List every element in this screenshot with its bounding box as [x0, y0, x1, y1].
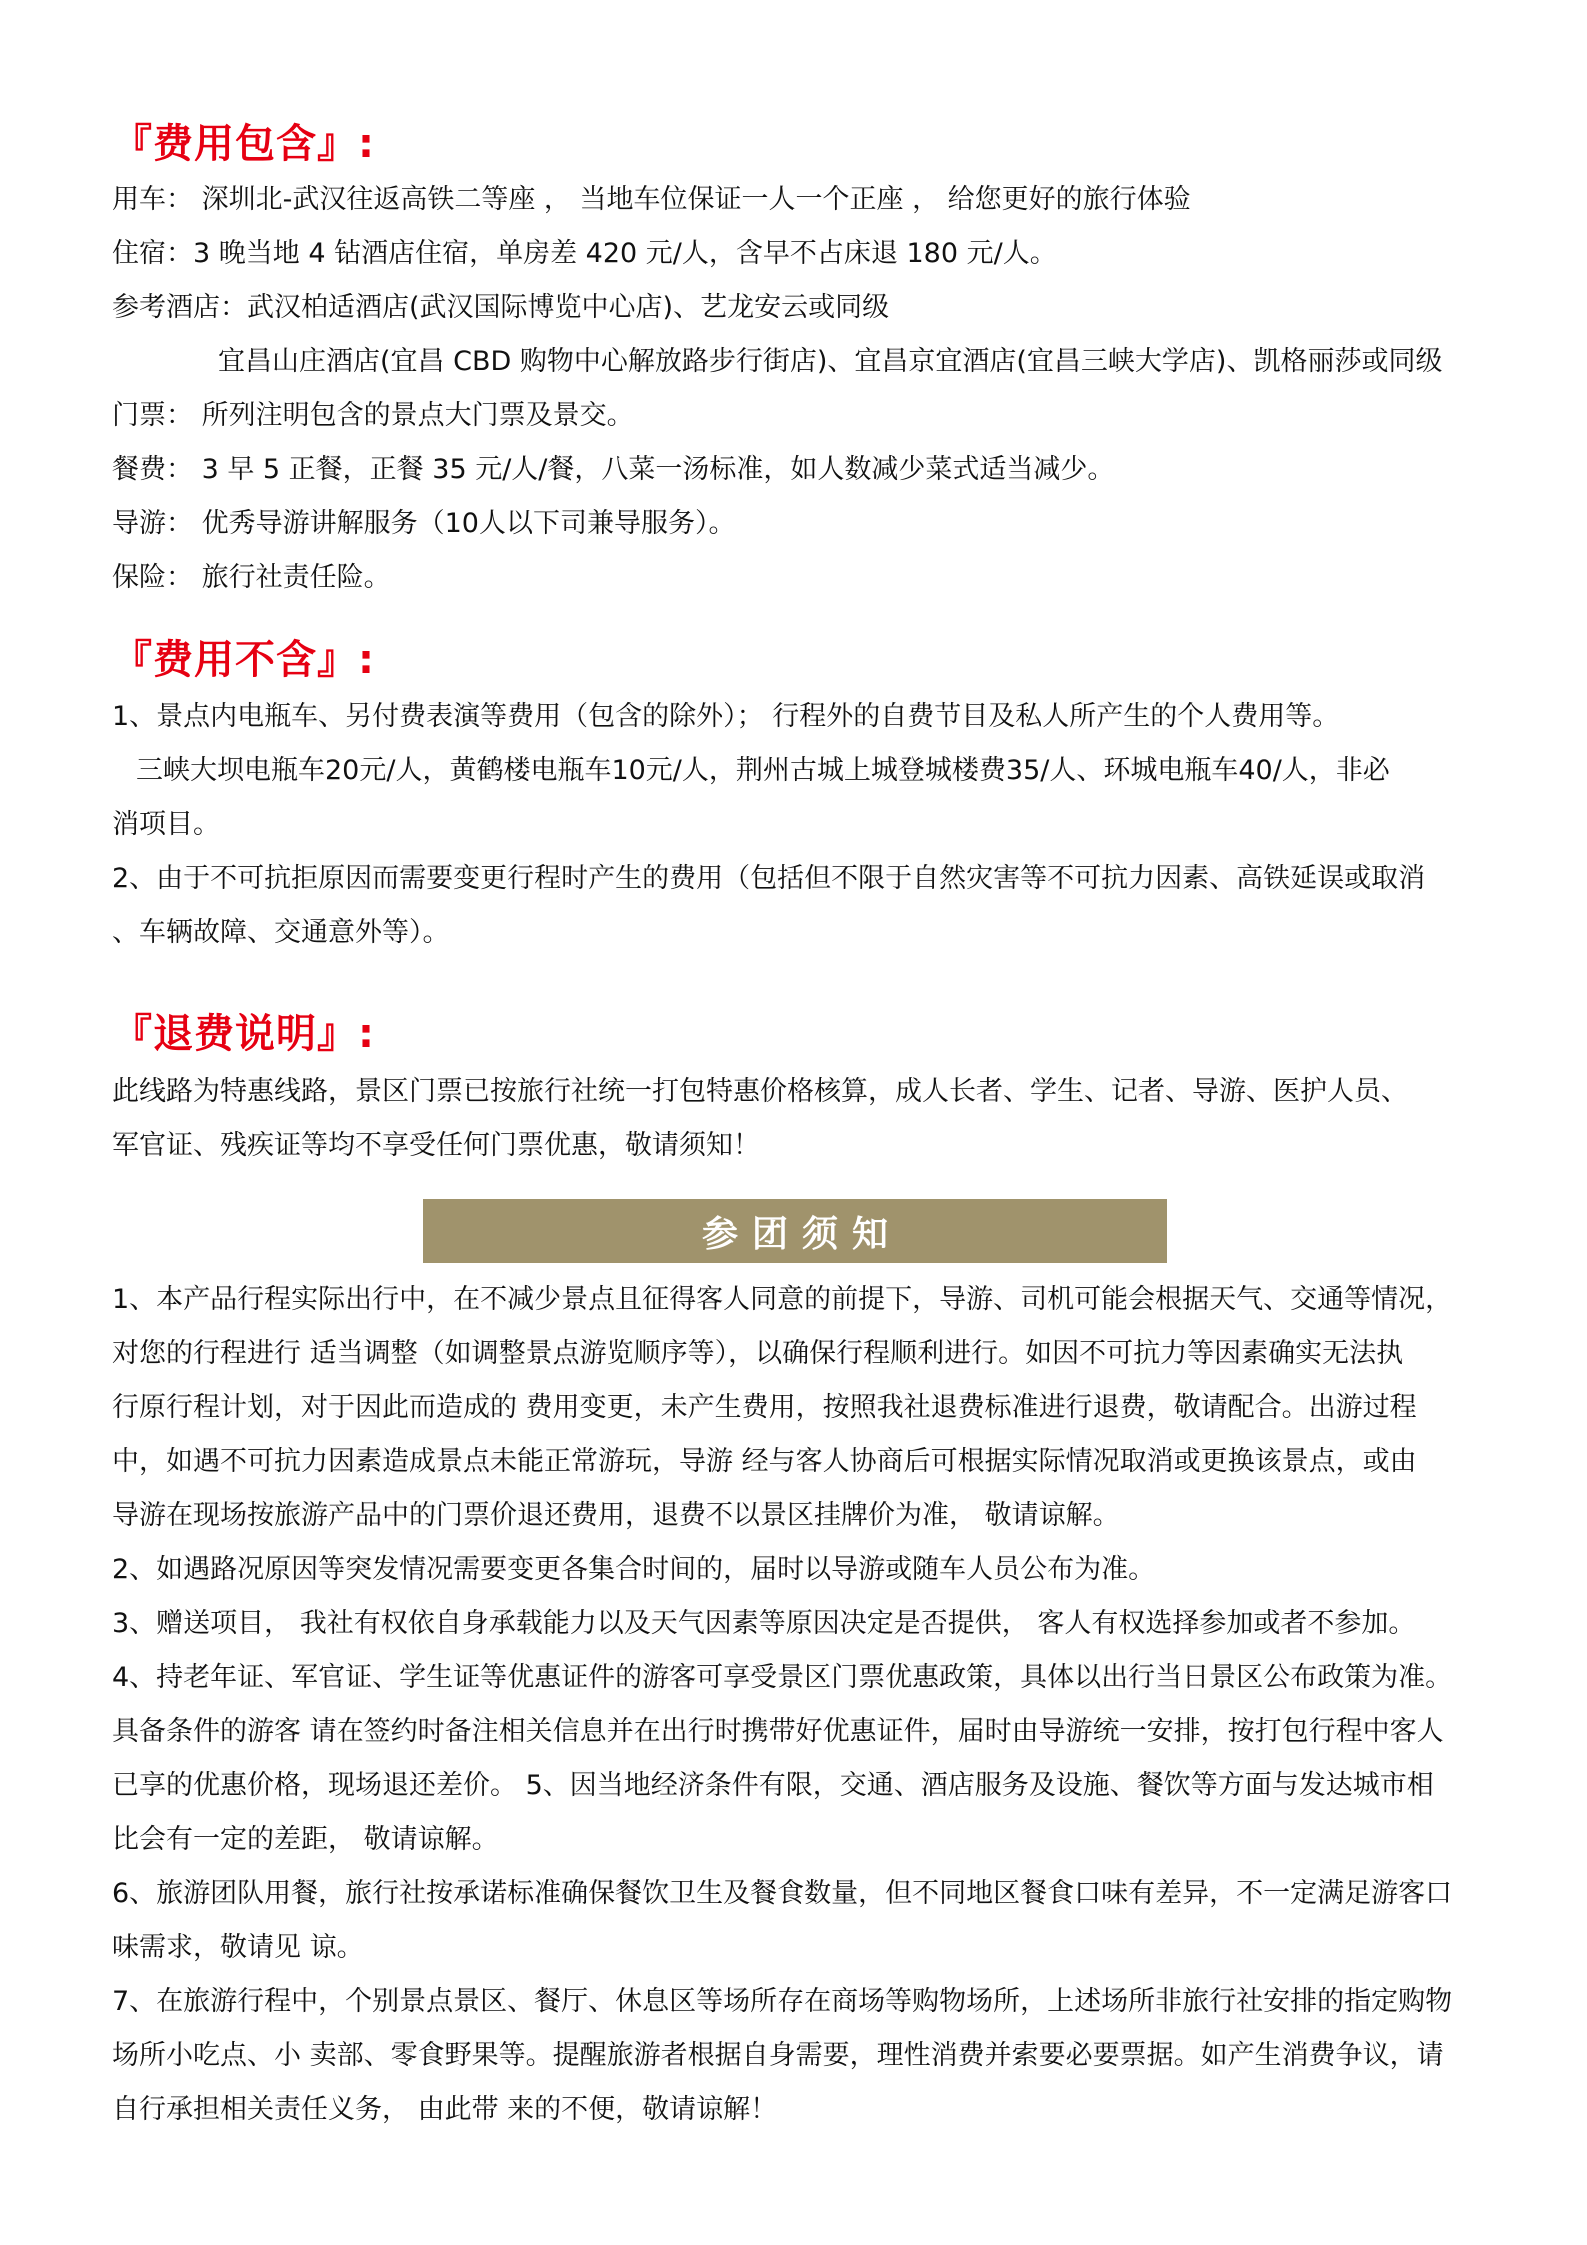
- notice-line: 自行承担相关责任义务， 由此带 来的不便，敬请谅解！: [112, 2094, 778, 2125]
- fees-included-line: 餐费： 3 早 5 正餐，正餐 35 元/人/餐，八菜一汤标准，如人数减少菜式适当减少。: [112, 454, 1115, 485]
- fees-excluded-line: 1、景点内电瓶车、另付费表演等费用（包含的除外）； 行程外的自费节目及私人所产生的个人费用等。: [112, 701, 1340, 732]
- fees-excluded-line: 、车辆故障、交通意外等）。: [112, 917, 450, 948]
- notice-banner-title: 参团须知: [701, 1213, 902, 1255]
- notice-line: 中，如遇不可抗力因素造成景点未能正常游玩，导游 经与客人协商后可根据实际情况取消或更换该景点，或由: [112, 1446, 1417, 1477]
- fees-included-line: 导游： 优秀导游讲解服务（10人以下司兼导服务）。: [112, 508, 736, 539]
- notice-line: 2、如遇路况原因等突发情况需要变更各集合时间的，届时以导游或随车人员公布为准。: [112, 1554, 1156, 1585]
- fees-included-heading: 『费用包含』:: [112, 121, 375, 167]
- notice-line: 行原行程计划，对于因此而造成的 费用变更，未产生费用，按照我社退费标准进行退费，敬请配合。出游过程: [112, 1392, 1417, 1423]
- notice-line: 3、赠送项目， 我社有权依自身承载能力以及天气因素等原因决定是否提供， 客人有权选择参加或者不参加。: [112, 1608, 1416, 1639]
- refund-heading: 『退费说明』:: [112, 1011, 375, 1057]
- notice-line: 具备条件的游客 请在签约时备注相关信息并在出行时携带好优惠证件，届时由导游统一安排，按打包行程中客人: [112, 1716, 1444, 1747]
- fees-included-line: 用车： 深圳北-武汉往返高铁二等座 ， 当地车位保证一人一个正座 ， 给您更好的旅行体验: [112, 184, 1191, 215]
- fees-included-line: 宜昌山庄酒店(宜昌 CBD 购物中心解放路步行街店)、宜昌京宜酒店(宜昌三峡大学店)、凯格丽莎或同级: [218, 346, 1443, 377]
- fees-excluded-heading: 『费用不含』:: [112, 637, 375, 683]
- fees-excluded-line: 三峡大坝电瓶车20元/人，黄鹤楼电瓶车10元/人，荆州古城上城登城楼费35/人、环城电瓶车40/人，非必: [136, 755, 1390, 786]
- fees-included-line: 保险： 旅行社责任险。: [112, 562, 391, 593]
- notice-line: 1、本产品行程实际出行中，在不减少景点且征得客人同意的前提下，导游、司机可能会根据天气、交通等情况，: [112, 1284, 1453, 1315]
- notice-banner: [423, 1199, 1167, 1263]
- notice-line: 7、在旅游行程中，个别景点景区、餐厅、休息区等场所存在商场等购物场所，上述场所非旅行社安排的指定购物: [112, 1986, 1453, 2017]
- notice-line: 6、旅游团队用餐，旅行社按承诺标准确保餐饮卫生及餐食数量，但不同地区餐食口味有差异，不一定满足游客口: [112, 1878, 1453, 1909]
- fees-excluded-line: 消项目。: [112, 809, 220, 840]
- refund-line: 此线路为特惠线路，景区门票已按旅行社统一打包特惠价格核算，成人长者、学生、记者、导游、医护人员、: [112, 1076, 1408, 1107]
- notice-line: 导游在现场按旅游产品中的门票价退还费用，退费不以景区挂牌价为准， 敬请谅解。: [112, 1500, 1120, 1531]
- notice-line: 比会有一定的差距， 敬请谅解。: [112, 1824, 499, 1855]
- notice-line: 场所小吃点、小 卖部、零食野果等。提醒旅游者根据自身需要，理性消费并索要必要票据。如产生消费争议，请: [112, 2040, 1444, 2071]
- notice-line: 味需求，敬请见 谅。: [112, 1932, 364, 1963]
- fees-included-line: 住宿：3 晚当地 4 钻酒店住宿，单房差 420 元/人，含早不占床退 180 元/人。: [112, 238, 1057, 269]
- notice-line: 4、持老年证、军官证、学生证等优惠证件的游客可享受景区门票优惠政策，具体以出行当日景区公布政策为准。: [112, 1662, 1453, 1693]
- notice-line: 已享的优惠价格，现场退还差价。 5、因当地经济条件有限，交通、酒店服务及设施、餐饮等方面与发达城市相: [112, 1770, 1434, 1801]
- fees-included-line: 门票： 所列注明包含的景点大门票及景交。: [112, 400, 634, 431]
- notice-line: 对您的行程进行 适当调整（如调整景点游览顺序等），以确保行程顺利进行。如因不可抗力等因素确实无法执: [112, 1338, 1404, 1369]
- fees-excluded-line: 2、由于不可抗拒原因而需要变更行程时产生的费用（包括但不限于自然灾害等不可抗力因素、高铁延误或取消: [112, 863, 1426, 894]
- refund-line: 军官证、残疾证等均不享受任何门票优惠，敬请须知！: [112, 1130, 760, 1161]
- fees-included-line: 参考酒店：武汉柏适酒店(武汉国际博览中心店)、艺龙安云或同级: [112, 292, 890, 323]
